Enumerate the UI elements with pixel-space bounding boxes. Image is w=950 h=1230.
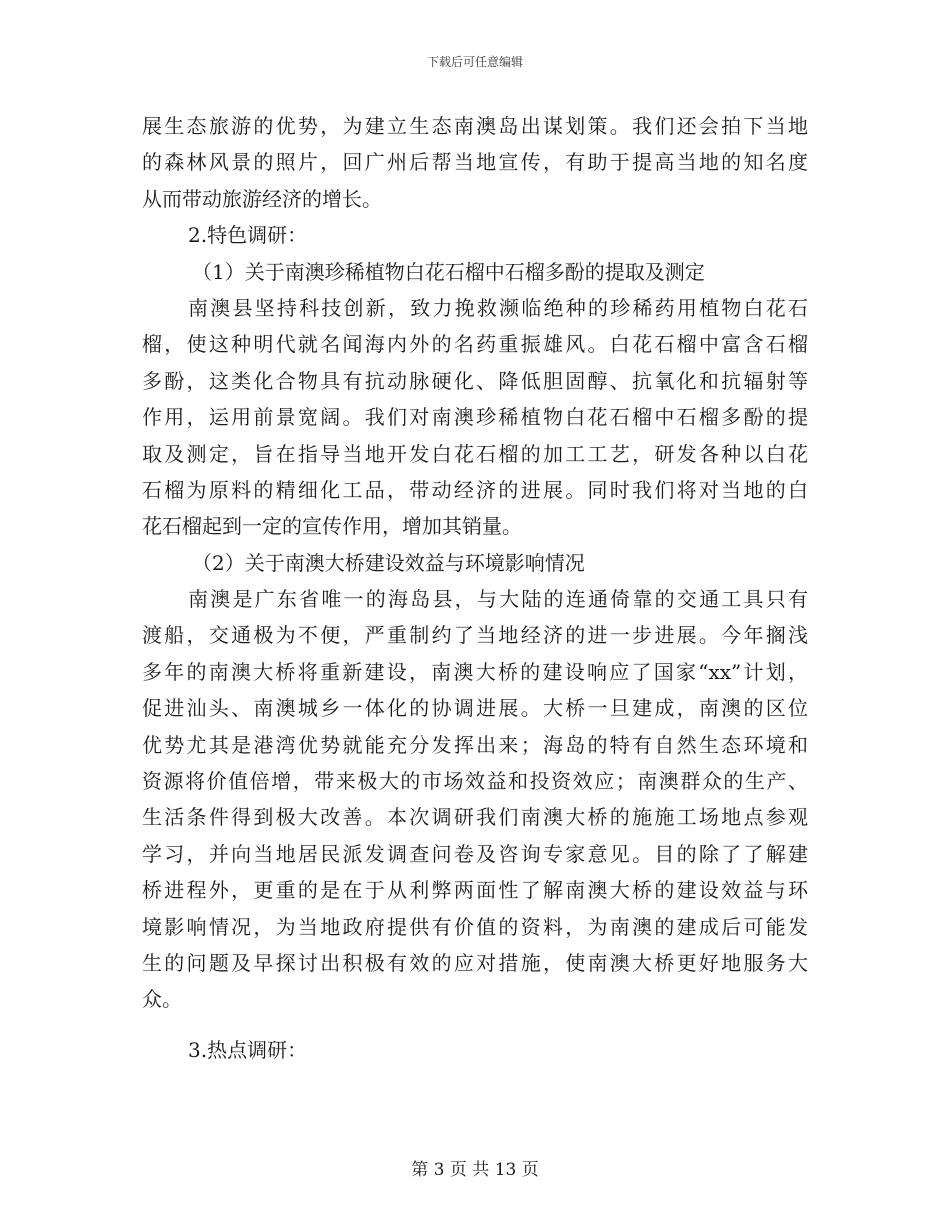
- body-line: 花石榴起到一定的宣传作用，增加其销量。: [142, 514, 522, 539]
- body-line: 桥进程外，更重的是在于从利弊两面性了解南澳大桥的建设效益与环: [142, 878, 808, 903]
- subsection-heading: （1）关于南澳珍稀植物白花石榴中石榴多酚的提取及测定: [192, 259, 705, 284]
- page-footer: 第 3 页 共 13 页: [411, 1160, 539, 1180]
- body-line: 南澳县坚持科技创新，致力挽救濒临绝种的珍稀药用植物白花石: [188, 295, 808, 320]
- section-heading: 2.特色调研：: [188, 223, 308, 248]
- body-line: 榴，使这种明代就名闻海内外的名药重振雄风。白花石榴中富含石榴: [142, 332, 808, 357]
- body-line: 多年的南澳大桥将重新建设，南澳大桥的建设响应了国家“xx”计划，: [142, 659, 808, 684]
- subsection-heading: （2）关于南澳大桥建设效益与环境影响情况: [192, 550, 585, 575]
- body-line: 多酚，这类化合物具有抗动脉硬化、降低胆固醇、抗氧化和抗辐射等: [142, 368, 808, 393]
- body-line: 南澳是广东省唯一的海岛县，与大陆的连通倚靠的交通工具只有: [188, 587, 808, 612]
- body-line: 的森林风景的照片，回广州后帮当地宣传，有助于提高当地的知名度: [142, 150, 808, 175]
- document-body: [142, 108, 808, 1068]
- body-line: 境影响情况，为当地政府提供有价值的资料，为南澳的建成后可能发: [142, 914, 808, 939]
- body-line: 生活条件得到极大改善。本次调研我们南澳大桥的施施工场地点参观: [142, 805, 808, 830]
- body-line: 作用，运用前景宽阔。我们对南澳珍稀植物白花石榴中石榴多酚的提: [142, 405, 808, 430]
- body-line: 取及测定，旨在指导当地开发白花石榴的加工工艺，研发各种以白花: [142, 441, 808, 466]
- body-line: 优势尤其是港湾优势就能充分发挥出来；海岛的特有自然生态环境和: [142, 732, 808, 757]
- page-header: 下载后可任意编辑: [426, 55, 523, 69]
- body-line: 从而带动旅游经济的增长。: [142, 186, 382, 211]
- body-line: 资源将价值倍增，带来极大的市场效益和投资效应；南澳群众的生产、: [142, 769, 808, 794]
- body-line: 促进汕头、南澳城乡一体化的协调进展。大桥一旦建成，南澳的区位: [142, 696, 808, 721]
- body-line: 生的问题及早探讨出积极有效的应对措施，使南澳大桥更好地服务大: [142, 950, 808, 975]
- body-line: 学习，并向当地居民派发调查问卷及咨询专家意见。目的除了了解建: [142, 841, 808, 866]
- body-line: 展生态旅游的优势，为建立生态南澳岛出谋划策。我们还会拍下当地: [142, 114, 808, 138]
- body-line: 石榴为原料的精细化工品，带动经济的进展。同时我们将对当地的白: [142, 477, 808, 502]
- body-line: 渡船，交通极为不便，严重制约了当地经济的进一步进展。今年搁浅: [142, 623, 808, 648]
- section-heading: 3.热点调研：: [188, 1037, 308, 1062]
- body-line: 众。: [142, 987, 182, 1012]
